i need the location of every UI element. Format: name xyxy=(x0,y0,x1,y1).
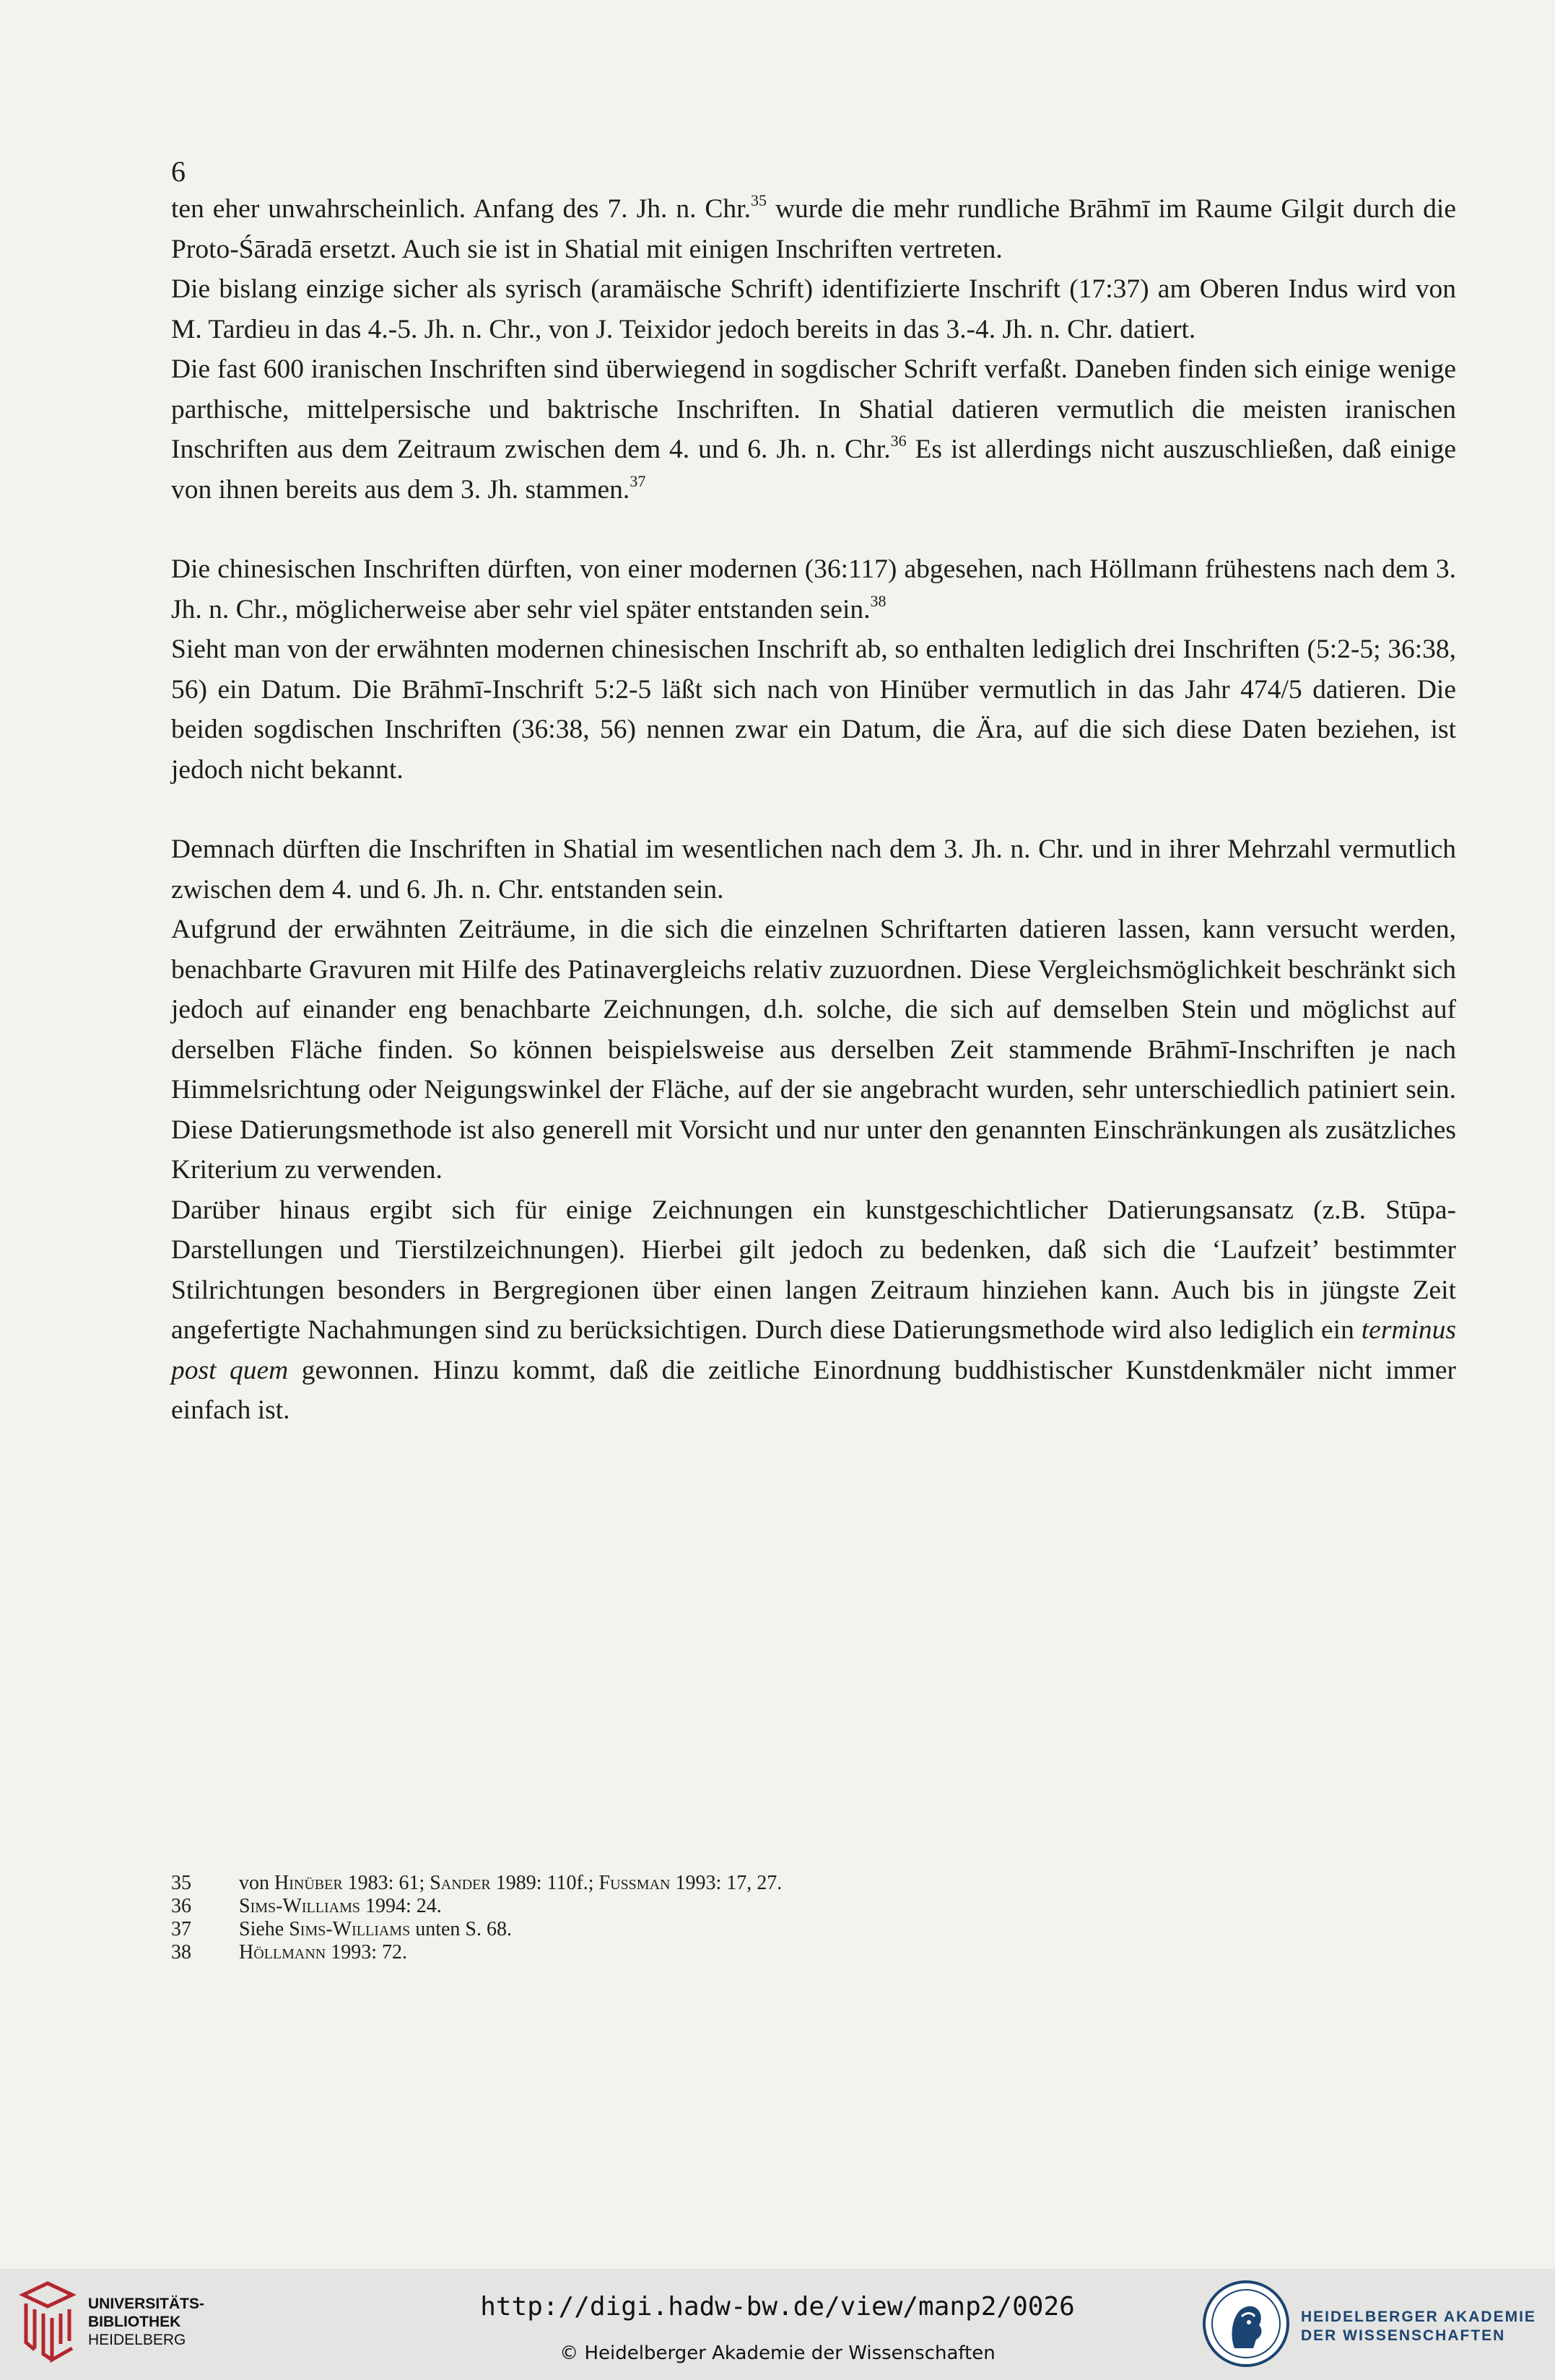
text-run: Die chinesischen Inschriften dürften, von einer modernen (36:117) abgesehen, nach Höllmann frühestens nach dem 3. Jh. n. Chr., möglicherweise aber sehr viel später entstanden sein. xyxy=(171,554,1456,624)
text-run: von xyxy=(239,1872,274,1894)
footnote-ref: 35 xyxy=(750,191,767,209)
footnote-text xyxy=(239,1918,512,1941)
library-name-line: BIBLIOTHEK xyxy=(88,2314,181,2330)
page-number: 6 xyxy=(171,155,186,188)
paragraph xyxy=(171,189,1456,269)
paragraph xyxy=(171,549,1456,629)
text-run: Siehe xyxy=(239,1918,289,1940)
footnote xyxy=(171,1941,1110,1964)
author-name: Fussman xyxy=(598,1872,671,1894)
text-run: 1993: 72. xyxy=(326,1941,407,1963)
text-run: 1993: 17, 27. xyxy=(670,1872,783,1894)
paragraph xyxy=(171,910,1456,1190)
footnote xyxy=(171,1918,1110,1941)
footnote-text xyxy=(239,1872,782,1895)
text-run: Die bislang einzige sicher als syrisch (aramäische Schrift) identifizierte Inschrift (17:37) am Oberen Indus wird von M. Tardieu in das 4.-5. Jh. n. Chr., von J. Teixidor jedoch bereits in das 3.-4. Jh. n. Chr. datiert. xyxy=(171,274,1456,344)
paragraph xyxy=(171,269,1456,349)
footer-bar xyxy=(0,2269,1555,2380)
footnote-number: 35 xyxy=(171,1872,191,1894)
footnotes xyxy=(171,1872,1110,1964)
text-run: ten eher unwahrscheinlich. Anfang des 7. Jh. n. Chr. xyxy=(171,194,751,224)
paragraph xyxy=(171,1190,1456,1431)
text-run: unten S. 68. xyxy=(410,1918,512,1940)
author-name: Hinüber xyxy=(274,1872,343,1894)
text-run: Die fast 600 iranischen Inschriften sind überwiegend in sogdischer Schrift verfaßt. Daneben finden sich einige wenige parthische, mittelpersische und baktrische Inschriften. In Shatial datieren vermutlich die meisten iranischen Inschriften aus dem Zeitraum zwischen dem 4. und 6. Jh. n. Chr. xyxy=(171,354,1456,464)
library-name-line: HEIDELBERG xyxy=(88,2332,186,2348)
academy-name xyxy=(1301,2308,1536,2345)
text-run: Darüber hinaus ergibt sich für einige Zeichnungen ein kunstgeschichtlicher Datierungsansatz (z.B. Stūpa-Darstellungen und Tierstilzeichnungen). Hierbei gilt jedoch zu bedenken, daß sich die ‘Laufzeit’ bestimmter Stilrichtungen besonders in Bergregionen über einen langen Zeitraum hinziehen kann. Auch bis in jüngste Zeit angefertigte Nachahmungen sind zu berücksichtigen. Durch diese Datierungsmethode wird also lediglich ein xyxy=(171,1195,1456,1345)
footnote-number: 37 xyxy=(171,1918,191,1940)
academy-name-line: HEIDELBERGER AKADEMIE xyxy=(1301,2309,1536,2325)
footnote-ref: 36 xyxy=(890,432,907,450)
footnote-number: 36 xyxy=(171,1895,191,1917)
text-run: gewonnen. Hinzu kommt, daß die zeitliche Einordnung buddhistischer Kunstdenkmäler nicht immer einfach ist. xyxy=(171,1355,1456,1425)
text-run: 1994: 24. xyxy=(360,1895,442,1917)
text-run: Aufgrund der erwähnten Zeiträume, in die sich die einzelnen Schriftarten datieren lassen, kann versucht werden, benachbarte Gravuren mit Hilfe des Patinavergleichs relativ zuzuordnen. Diese Vergleichsmöglichkeit beschränkt sich jedoch auf einander eng benachbarte Zeichnungen, d.h. solche, die sich auf demselben Stein und möglichst auf derselben Fläche finden. So können beispielsweise aus derselben Zeit stammende Brāhmī-Inschriften je nach Himmelsrichtung oder Neigungswinkel der Fläche, auf der sie angebracht wurden, sehr unterschiedlich patiniert sein. Diese Datierungsmethode ist also generell mit Vorsicht und nur unter den genannten Einschränkungen als zusätzliches Kriterium zu verwenden. xyxy=(171,915,1456,1185)
text-run: wurde die mehr rundliche Brāhmī im Raume Gilgit durch die Proto-Śāradā ersetzt. Auch sie ist in Shatial mit einigen Inschriften vertreten. xyxy=(171,194,1456,264)
footnote-number: 38 xyxy=(171,1941,191,1963)
italic-term: terminus post quem xyxy=(171,1315,1456,1385)
paragraph xyxy=(171,349,1456,510)
author-name: Sander xyxy=(430,1872,491,1894)
source-url-link[interactable]: http://digi.hadw-bw.de/view/manp2/0026 xyxy=(480,2292,1075,2322)
academy-seal-icon[interactable] xyxy=(1201,2279,1291,2368)
footnote-text xyxy=(239,1895,442,1918)
text-run: Sieht man von der erwähnten modernen chinesischen Inschrift ab, so enthalten lediglich drei Inschriften (5:2-5; 36:38, 56) ein Datum. Die Brāhmī-Inschrift 5:2-5 läßt sich nach von Hinüber vermutlich in das Jahr 474/5 datieren. Die beiden sogdischen Inschriften (36:38, 56) nennen zwar ein Datum, die Ära, auf die sich diese Daten beziehen, ist jedoch nicht bekannt. xyxy=(171,635,1456,785)
text-run: 1989: 110f.; xyxy=(490,1872,599,1894)
academy-name-line: DER WISSENSCHAFTEN xyxy=(1301,2327,1506,2344)
library-name-line: UNIVERSITÄTS- xyxy=(88,2296,205,2312)
footnote xyxy=(171,1872,1110,1895)
copyright-notice: © Heidelberger Akademie der Wissenschaften xyxy=(559,2342,996,2364)
footnote-ref: 37 xyxy=(630,471,646,490)
author-name: Sims-Williams xyxy=(239,1895,360,1917)
text-run: 1983: 61; xyxy=(342,1872,430,1894)
author-name: Höllmann xyxy=(239,1941,326,1963)
text-run: Es ist allerdings nicht auszuschließen, daß einige von ihnen bereits aus dem 3. Jh. stammen. xyxy=(171,435,1456,505)
footnote-text xyxy=(239,1941,407,1964)
body-text xyxy=(171,189,1456,1431)
footnote-ref: 38 xyxy=(870,591,887,610)
paragraph xyxy=(171,629,1456,790)
text-run: Demnach dürften die Inschriften in Shatial im wesentlichen nach dem 3. Jh. n. Chr. und in ihrer Mehrzahl vermutlich zwischen dem 4. und 6. Jh. n. Chr. entstanden sein. xyxy=(171,834,1456,905)
footnote xyxy=(171,1895,1110,1918)
author-name: Sims-Williams xyxy=(289,1918,411,1940)
paragraph xyxy=(171,829,1456,910)
